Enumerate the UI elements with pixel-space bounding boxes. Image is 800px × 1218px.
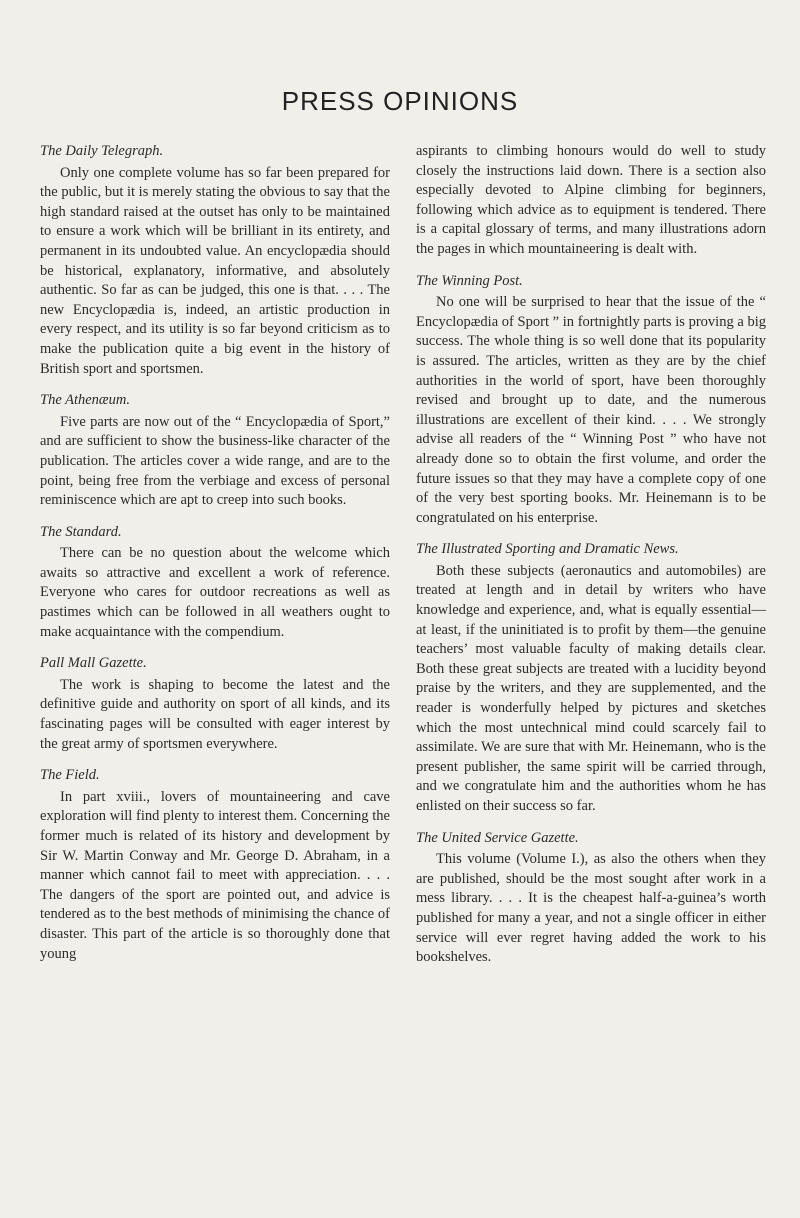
left-column xyxy=(40,142,390,976)
right-column xyxy=(416,142,766,980)
review-text: Only one complete volume has so far been prepared for the public, but it is merely stating the obvious to say that the high standard raised at the outset has only to be maintained to ensure a work which will be brilliant in its entirety, and permanent in its undoubted value. An encyclopædia should be historical, explanatory, informative, and absolutely authentic. So far as can be judged, this one is that. . . . The new Encyclopædia is, indeed, an artistic production in every respect, and its utility is so far beyond criticism as to make the publication quite a big event in the history of British sport and sportsmen. xyxy=(40,164,390,377)
review-text: Both these subjects (aeronautics and automobiles) are treated at length and in detail by writers who have knowledge and experience, and, what is equally essential—at least, if the uninitiated is to profit by them—the genuine teachers’ most valuable faculty of making details clear. Both these great subjects are treated with a lucidity beyond praise by the writers, and they are supplemented, and the reader is wonderfully helped by pictures and sketches which the most untechnical mind could scarcely fail to assimilate. We are sure that with Mr. Heinemann, who is the present publisher, the same spirit will be carried through, and we congratulate him and the authorities whom he has enlisted on their success so far. xyxy=(416,562,766,814)
review-text: There can be no question about the welcome which awaits so attractive and excellent a work of reference. Everyone who cares for outdoor recreations as well as pastimes which can be followed in all weathers ought to make acquaintance with the compendium. xyxy=(40,545,390,640)
review-source: The Standard. xyxy=(40,523,122,540)
review-source: The Winning Post. xyxy=(416,272,523,289)
review-source: The Field. xyxy=(40,767,100,784)
review-athenaeum xyxy=(40,391,390,511)
review-winning-post xyxy=(416,272,766,529)
review-source: The United Service Gazette. xyxy=(416,829,579,846)
review-text: In part xviii., lovers of mountaineering and cave exploration will find plenty to interest them. Concerning the former much is related of its history and development by Sir W. Martin Conway and Mr. George D. Abraham, in a manner which cannot fail to meet with appreciation. . . . The dangers of the sport are pointed out, and advice is tendered as to the best methods of minimising the chance of disaster. This part of the article is so thoroughly done that young xyxy=(40,788,390,962)
review-united-service-gazette xyxy=(416,829,766,968)
review-source: The Athenæum. xyxy=(40,392,130,409)
page-title: PRESS OPINIONS xyxy=(281,86,519,116)
review-field xyxy=(40,766,390,964)
review-text: Five parts are now out of the “ Encyclopædia of Sport,” and are sufficient to show the business-like character of the publication. The articles cover a wide range, and are to the point, being free from the verbiage and excess of personal reminiscence which are apt to creep into such books. xyxy=(40,413,390,509)
review-standard xyxy=(40,523,390,643)
review-pall-mall-gazette xyxy=(40,654,390,754)
review-source: Pall Mall Gazette. xyxy=(40,655,147,672)
review-text: The work is shaping to become the latest and the definitive guide and authority on sport of all kinds, and its fascinating pages will be consulted with eager interest by the great army of sportsmen everywhere. xyxy=(40,676,390,752)
review-source: The Illustrated Sporting and Dramatic News. xyxy=(416,541,679,558)
review-text: No one will be surprised to hear that the issue of the “ Encyclopædia of Sport ” in fortnightly parts is proving a big success. The whole thing is so well done that its popularity is assured. The articles, written as they are by the chief authorities in the world of sport, have been thoroughly revised and brought up to date, and the numerous illustrations are excellent of their kind. . . . We strongly advise all readers of the “ Winning Post ” who have not already done so to obtain the first volume, and order the future issues so that they may have a complete copy of one of the very best sporting books. Mr. Heinemann is to be congratulated on his enterprise. xyxy=(416,294,766,526)
review-source: The Daily Telegraph. xyxy=(40,143,164,159)
review-illustrated-sporting-news xyxy=(416,540,766,816)
review-field-continued: aspirants to climbing honours would do well to study closely the instructions laid down. There is a section also especially devoted to Alpine climbing for beginners, following which advice as to equipment is tendered. There is a capital glossary of terms, and many illustrations adorn the pages in which mountaineering is dealt with. xyxy=(416,143,766,257)
review-text: This volume (Volume I.), as also the others when they are published, should be the most sought after work in a mess library. . . . It is the cheapest half-a-guinea’s worth published for many a year, and not a single officer in either service will ever regret having added the work to his bookshelves. xyxy=(416,851,766,966)
review-daily-telegraph xyxy=(40,142,390,379)
